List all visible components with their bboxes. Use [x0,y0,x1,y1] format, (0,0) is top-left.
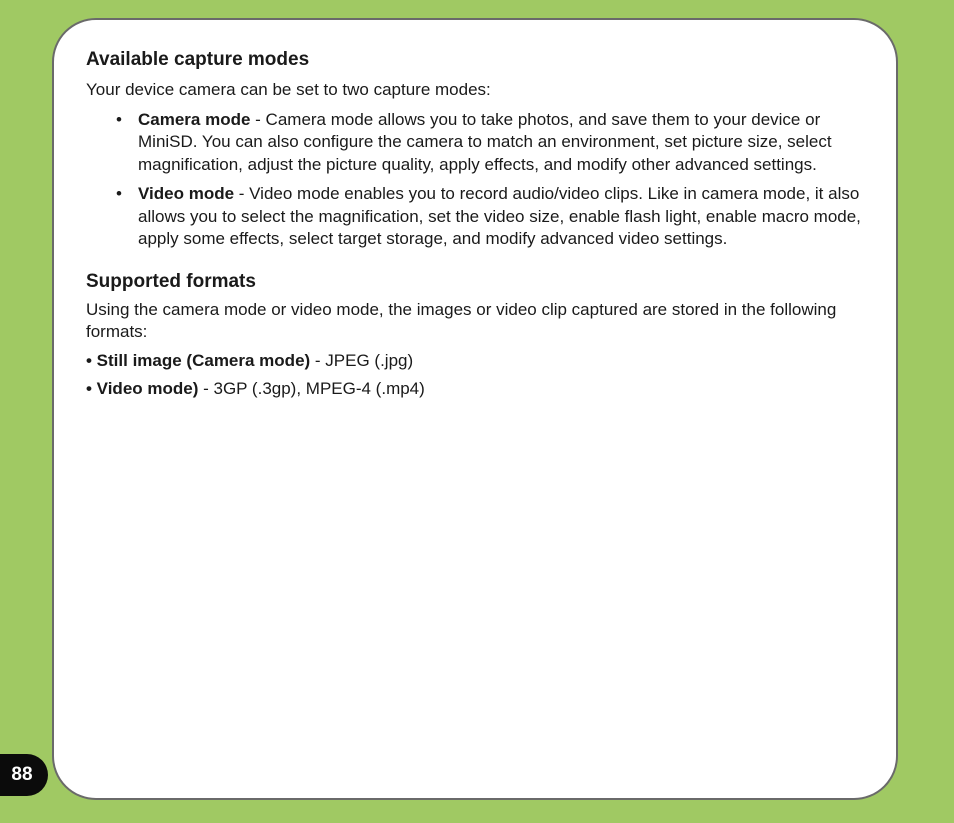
term-camera-mode: Camera mode [138,109,251,129]
list-item-video-mode [86,183,876,251]
video-mode-description: - Video mode enables you to record audio/video clips. Like in camera mode, it also allows you to select the magnification, set the video size, enable flash light, enable macro mode, apply some effects, select target storage, and modify advanced video settings. [138,184,861,248]
section-heading-capture-modes: Available capture modes [86,49,310,70]
capture-modes-intro: Your device camera can be set to two capture modes: [86,80,491,99]
supported-formats-intro: Using the camera mode or video mode, the images or video clip captured are stored in the following formats: [86,299,837,341]
format-still-image-value: - JPEG (.jpg) [310,350,414,370]
format-still-image [86,350,876,373]
format-video-term: • Video mode) [86,379,199,398]
capture-modes-list [86,109,876,251]
format-still-image-term: • Still image (Camera mode) [86,350,311,370]
page-content [86,48,876,401]
format-video [86,378,876,401]
term-video-mode: Video mode [138,184,235,203]
page-number-tab: 88 [0,754,48,796]
bullet-marker: • [116,184,122,203]
format-video-value: - 3GP (.3gp), MPEG-4 (.mp4) [198,379,425,398]
list-item-camera-mode [86,109,876,177]
camera-mode-description: - Camera mode allows you to take photos, and save them to your device or MiniSD. You can also configure the camera to match an environment, set picture size, select magnification, adjust the picture quality, apply effects, and modify other advanced settings. [138,109,832,174]
bullet-marker: • [116,109,122,129]
section-heading-supported-formats: Supported formats [86,270,256,292]
